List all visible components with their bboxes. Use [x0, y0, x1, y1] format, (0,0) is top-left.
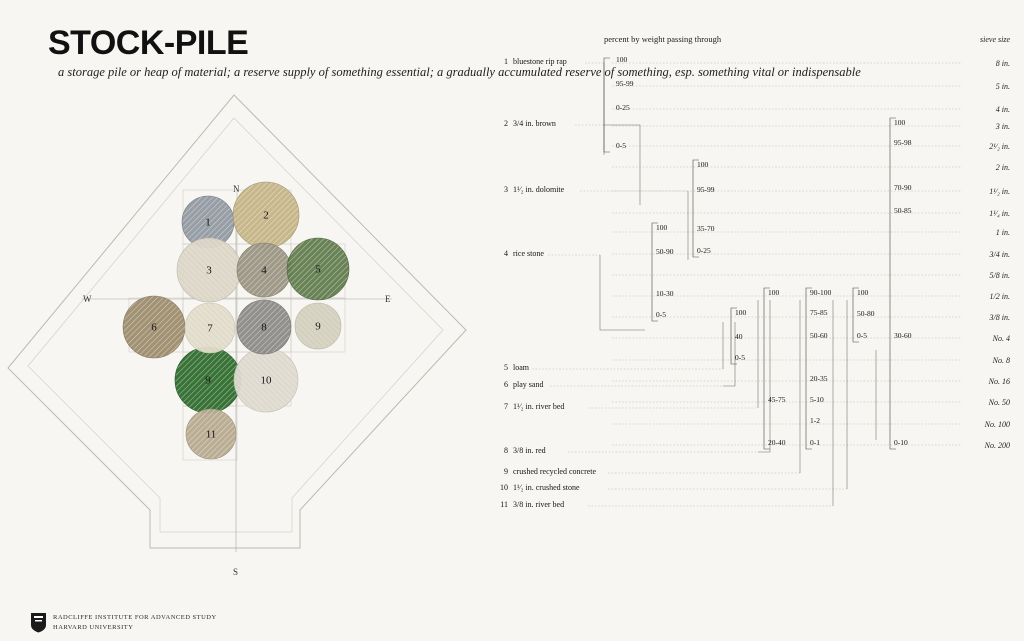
sieve-size-label: No. 100	[984, 420, 1010, 429]
material-number: 4	[504, 249, 508, 258]
sieve-size-label: No. 200	[984, 441, 1010, 450]
material-number: 2	[504, 119, 508, 128]
material-circle-9b[interactable]	[175, 347, 241, 413]
footer	[30, 612, 217, 633]
material-number: 10	[500, 483, 508, 492]
material-circle-6[interactable]	[123, 296, 185, 358]
sieve-size-label: No. 8	[992, 356, 1010, 365]
circle-label: 9	[315, 320, 321, 333]
material-circle-10[interactable]	[234, 348, 298, 412]
circle-label: 3	[206, 264, 212, 277]
gradation-value: 20-40	[768, 438, 786, 447]
gradation-value: 100	[857, 288, 869, 297]
gradation-value: 0-5	[616, 141, 626, 150]
gradation-value: 0-25	[616, 103, 630, 112]
page-header	[48, 24, 1004, 79]
sieve-size-label: 3 in.	[995, 122, 1010, 131]
gradation-value: 0-5	[857, 331, 867, 340]
gradation-value: 75-85	[810, 308, 828, 317]
material-circle-2[interactable]	[233, 182, 299, 248]
material-name: rice stone	[513, 249, 544, 258]
material-number: 9	[504, 467, 508, 476]
circle-label: 1	[205, 216, 211, 229]
material-name: 3/8 in. river bed	[513, 500, 565, 509]
material-rows	[500, 57, 847, 509]
material-name: 3/4 in. brown	[513, 119, 556, 128]
sieve-size-label: 4 in.	[995, 105, 1010, 114]
sieve-size-label: 1¹⁄₄ in.	[989, 209, 1010, 218]
sieve-size-label: 3/8 in.	[989, 313, 1010, 322]
material-name: play sand	[513, 380, 544, 389]
circle-label: 2	[263, 209, 269, 222]
gradation-chart	[480, 34, 1024, 630]
material-number: 7	[504, 402, 508, 411]
circle-label: 10	[260, 374, 272, 387]
gradation-value: 40	[735, 332, 743, 341]
material-circle-9[interactable]	[295, 303, 341, 349]
footer-university: HARVARD UNIVERSITY	[53, 623, 134, 631]
gradation-value: 100	[697, 160, 709, 169]
gradation-value: 30-60	[894, 331, 912, 340]
material-number: 1	[504, 57, 508, 66]
gradation-value: 35-70	[697, 224, 715, 233]
sieve-size-label: 5 in.	[995, 82, 1010, 91]
gradation-value: 5-10	[810, 395, 824, 404]
gradation-value: 70-90	[894, 183, 912, 192]
gradation-value: 1-2	[810, 416, 820, 425]
sieve-size-label: 5/8 in.	[989, 271, 1010, 280]
material-name: loam	[513, 363, 529, 372]
gradation-value: 20-35	[810, 374, 828, 383]
circle-label: 5	[315, 263, 321, 276]
material-circle-8[interactable]	[237, 300, 291, 354]
circle-label: 6	[151, 321, 157, 334]
gradation-value: 95-99	[616, 79, 634, 88]
sieve-size-label: 8 in.	[995, 59, 1010, 68]
sieve-size-label: 3/4 in.	[989, 250, 1010, 259]
circle-label: 4	[261, 264, 267, 277]
circle-label: 8	[261, 321, 267, 334]
material-number: 8	[504, 446, 508, 455]
material-name: 1¹⁄₂ in. dolomite	[513, 185, 565, 194]
compass-label-w: W	[83, 294, 92, 304]
material-circle-5[interactable]	[287, 238, 349, 300]
gradation-value: 10-30	[656, 289, 674, 298]
gradation-value: 0-1	[810, 438, 820, 447]
stockpile-plan-diagram	[0, 70, 480, 590]
material-number: 5	[504, 363, 508, 372]
gradation-value: 0-5	[656, 310, 666, 319]
material-number: 6	[504, 380, 508, 389]
circle-label: 7	[207, 322, 213, 335]
sieve-size-label: 2 in.	[995, 163, 1010, 172]
sieve-size-label: No. 16	[988, 377, 1010, 386]
chart-right-title: sieve size	[980, 35, 1010, 44]
material-name: crushed recycled concrete	[513, 467, 597, 476]
material-name: bluestone rip rap	[513, 57, 567, 66]
radcliffe-shield-icon	[30, 612, 47, 633]
gradation-value: 100	[894, 118, 906, 127]
material-name: 1¹⁄₂ in. crushed stone	[513, 483, 580, 492]
gradation-value: 100	[735, 308, 747, 317]
gradation-value: 90-100	[810, 288, 832, 297]
gradation-value: 95-99	[697, 185, 715, 194]
gradation-value: 0-5	[735, 353, 745, 362]
footer-institution: RADCLIFFE INSTITUTE FOR ADVANCED STUDY	[53, 613, 217, 621]
gradation-value: 0-25	[697, 246, 711, 255]
sieve-size-label: 1/2 in.	[989, 292, 1010, 301]
value-braces	[604, 58, 896, 449]
sieve-size-label: No. 50	[988, 398, 1010, 407]
compass-label-n: N	[233, 184, 240, 194]
gradation-value: 95-98	[894, 138, 912, 147]
material-circle-4[interactable]	[237, 243, 291, 297]
page-subtitle: a storage pile or heap of material; a reserve supply of something essential; a gradually accumulated reserve of something, esp. something vital or indispensable	[58, 65, 861, 79]
sieve-size-label: No. 4	[992, 334, 1010, 343]
page-title: STOCK-PILE	[48, 24, 249, 62]
gradation-value: 100	[616, 55, 628, 64]
circle-label: 9	[205, 374, 211, 387]
circle-label: 11	[205, 428, 217, 441]
material-circle-11[interactable]	[186, 409, 236, 459]
gradation-value: 50-80	[857, 309, 875, 318]
sieve-size-label: 1 in.	[995, 228, 1010, 237]
chart-title: percent by weight passing through	[604, 34, 722, 44]
gradation-value: 100	[656, 223, 668, 232]
connector-lines	[600, 63, 876, 506]
material-name: 1¹⁄₂ in. river bed	[513, 402, 565, 411]
material-name: 3/8 in. red	[513, 446, 546, 455]
gradation-value: 50-85	[894, 206, 912, 215]
material-circle-7[interactable]	[185, 303, 235, 353]
gradation-value: 50-90	[656, 247, 674, 256]
compass-label-e: E	[385, 294, 391, 304]
gradation-value: 100	[768, 288, 780, 297]
sieve-size-label: 2¹⁄₂ in.	[989, 142, 1010, 151]
gradation-value: 50-60	[810, 331, 828, 340]
material-number: 11	[500, 500, 508, 509]
material-circle-3[interactable]	[177, 238, 241, 302]
gradation-value: 0-10	[894, 438, 908, 447]
material-number: 3	[504, 185, 508, 194]
gradation-value: 45-75	[768, 395, 786, 404]
compass-label-s: S	[233, 567, 239, 577]
sieve-size-label: 1¹⁄₂ in.	[989, 187, 1010, 196]
